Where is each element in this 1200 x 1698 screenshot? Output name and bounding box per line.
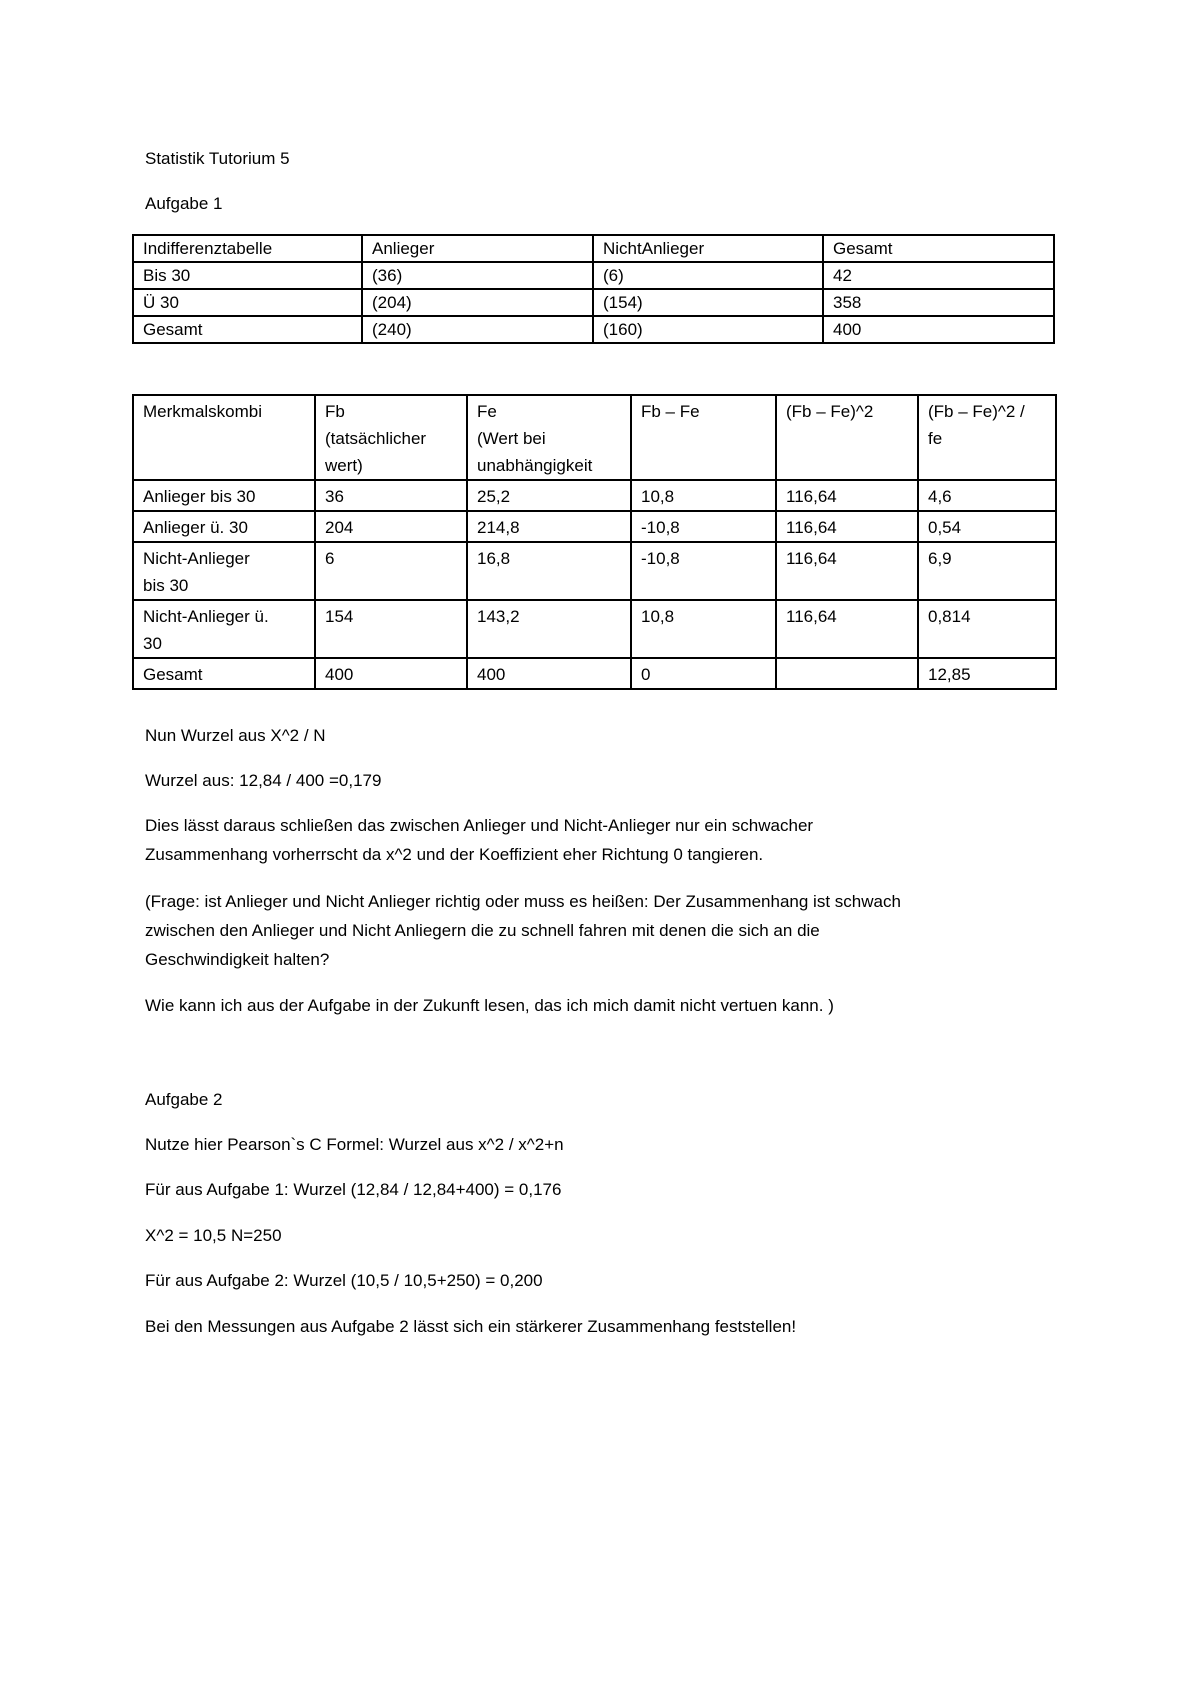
- table-cell: Anlieger bis 30: [133, 480, 315, 511]
- table-cell: Gesamt: [133, 658, 315, 689]
- table-row: [133, 480, 1056, 511]
- table-cell: 6: [315, 542, 467, 600]
- paragraph-line: zwischen den Anlieger und Nicht Anliegern die zu schnell fahren mit denen die sich an die: [145, 921, 820, 940]
- table-cell: -10,8: [631, 511, 776, 542]
- indifference-table: [132, 234, 1055, 344]
- table-cell: (154): [593, 289, 823, 316]
- paragraph-line: Dies lässt daraus schließen das zwischen Anlieger und Nicht-Anlieger nur ein schwacher: [145, 816, 814, 835]
- table-header-cell: Gesamt: [823, 235, 1054, 262]
- table-cell: 116,64: [776, 480, 918, 511]
- table-header-row: [133, 395, 1056, 480]
- table-header-cell: Anlieger: [362, 235, 593, 262]
- table-row: [133, 600, 1056, 658]
- table-cell: 116,64: [776, 542, 918, 600]
- table-header-cell: Fb (tatsächlicher wert): [315, 395, 467, 480]
- table-header-cell: Merkmalskombi: [133, 395, 315, 480]
- table-cell: Ü 30: [133, 289, 362, 316]
- paragraph-line: Nun Wurzel aus X^2 / N: [145, 726, 326, 745]
- paragraph-line: Geschwindigkeit halten?: [145, 950, 330, 969]
- table-cell: 0: [631, 658, 776, 689]
- table-row: [133, 511, 1056, 542]
- table-cell: 6,9: [918, 542, 1056, 600]
- table-cell: 143,2: [467, 600, 631, 658]
- table-cell: Bis 30: [133, 262, 362, 289]
- table-row: [133, 658, 1056, 689]
- table-cell: Nicht-Anlieger ü. 30: [133, 600, 315, 658]
- table-cell: (204): [362, 289, 593, 316]
- task2-line: Nutze hier Pearson`s C Formel: Wurzel aus x^2 / x^2+n: [145, 1135, 564, 1154]
- table-cell: 154: [315, 600, 467, 658]
- table-cell: Gesamt: [133, 316, 362, 343]
- table-cell: 400: [315, 658, 467, 689]
- table-cell: 0,54: [918, 511, 1056, 542]
- paragraph-line: Zusammenhang vorherrscht da x^2 und der Koeffizient eher Richtung 0 tangieren.: [145, 845, 764, 864]
- task2-line: Für aus Aufgabe 1: Wurzel (12,84 / 12,84+400) = 0,176: [145, 1180, 562, 1199]
- table-header-cell: NichtAnlieger: [593, 235, 823, 262]
- table-cell: 0,814: [918, 600, 1056, 658]
- table-cell: 10,8: [631, 600, 776, 658]
- table-row: [133, 289, 1054, 316]
- task2-line: Für aus Aufgabe 2: Wurzel (10,5 / 10,5+250) = 0,200: [145, 1271, 543, 1290]
- table-header-cell: (Fb – Fe)^2 / fe: [918, 395, 1056, 480]
- table-cell: 4,6: [918, 480, 1056, 511]
- table-cell: 400: [467, 658, 631, 689]
- table-cell: -10,8: [631, 542, 776, 600]
- table-cell: (6): [593, 262, 823, 289]
- table-row: [133, 542, 1056, 600]
- table-cell: (160): [593, 316, 823, 343]
- task2-line: Bei den Messungen aus Aufgabe 2 lässt sich ein stärkerer Zusammenhang feststellen!: [145, 1317, 797, 1336]
- table-header-row: [133, 235, 1054, 262]
- table-cell: 400: [823, 316, 1054, 343]
- table-cell: 16,8: [467, 542, 631, 600]
- table-cell: 25,2: [467, 480, 631, 511]
- table-cell: 116,64: [776, 600, 918, 658]
- table-cell: Nicht-Anlieger bis 30: [133, 542, 315, 600]
- table-header-cell: Fe (Wert bei unabhängigkeit: [467, 395, 631, 480]
- table-cell: (36): [362, 262, 593, 289]
- table-header-cell: (Fb – Fe)^2: [776, 395, 918, 480]
- paragraph-line: Wurzel aus: 12,84 / 400 =0,179: [145, 771, 382, 790]
- table-cell: 116,64: [776, 511, 918, 542]
- table-cell: 10,8: [631, 480, 776, 511]
- table-cell: 12,85: [918, 658, 1056, 689]
- table-cell: 36: [315, 480, 467, 511]
- document-title: Statistik Tutorium 5: [145, 149, 290, 168]
- table-cell: 204: [315, 511, 467, 542]
- table-header-cell: Fb – Fe: [631, 395, 776, 480]
- table-row: [133, 316, 1054, 343]
- table-cell: Anlieger ü. 30: [133, 511, 315, 542]
- task2-line: X^2 = 10,5 N=250: [145, 1226, 282, 1245]
- paragraph-line: (Frage: ist Anlieger und Nicht Anlieger richtig oder muss es heißen: Der Zusammenhang ist schwach: [145, 892, 901, 911]
- table-cell: (240): [362, 316, 593, 343]
- task2-heading: Aufgabe 2: [145, 1090, 223, 1109]
- table-cell: 358: [823, 289, 1054, 316]
- table-header-cell: Indifferenztabelle: [133, 235, 362, 262]
- chi-square-table: [132, 394, 1057, 690]
- task1-heading: Aufgabe 1: [145, 194, 223, 213]
- paragraph-line: Wie kann ich aus der Aufgabe in der Zukunft lesen, das ich mich damit nicht vertuen kann. ): [145, 996, 834, 1015]
- table-cell: [776, 658, 918, 689]
- table-row: [133, 262, 1054, 289]
- table-cell: 214,8: [467, 511, 631, 542]
- table-cell: 42: [823, 262, 1054, 289]
